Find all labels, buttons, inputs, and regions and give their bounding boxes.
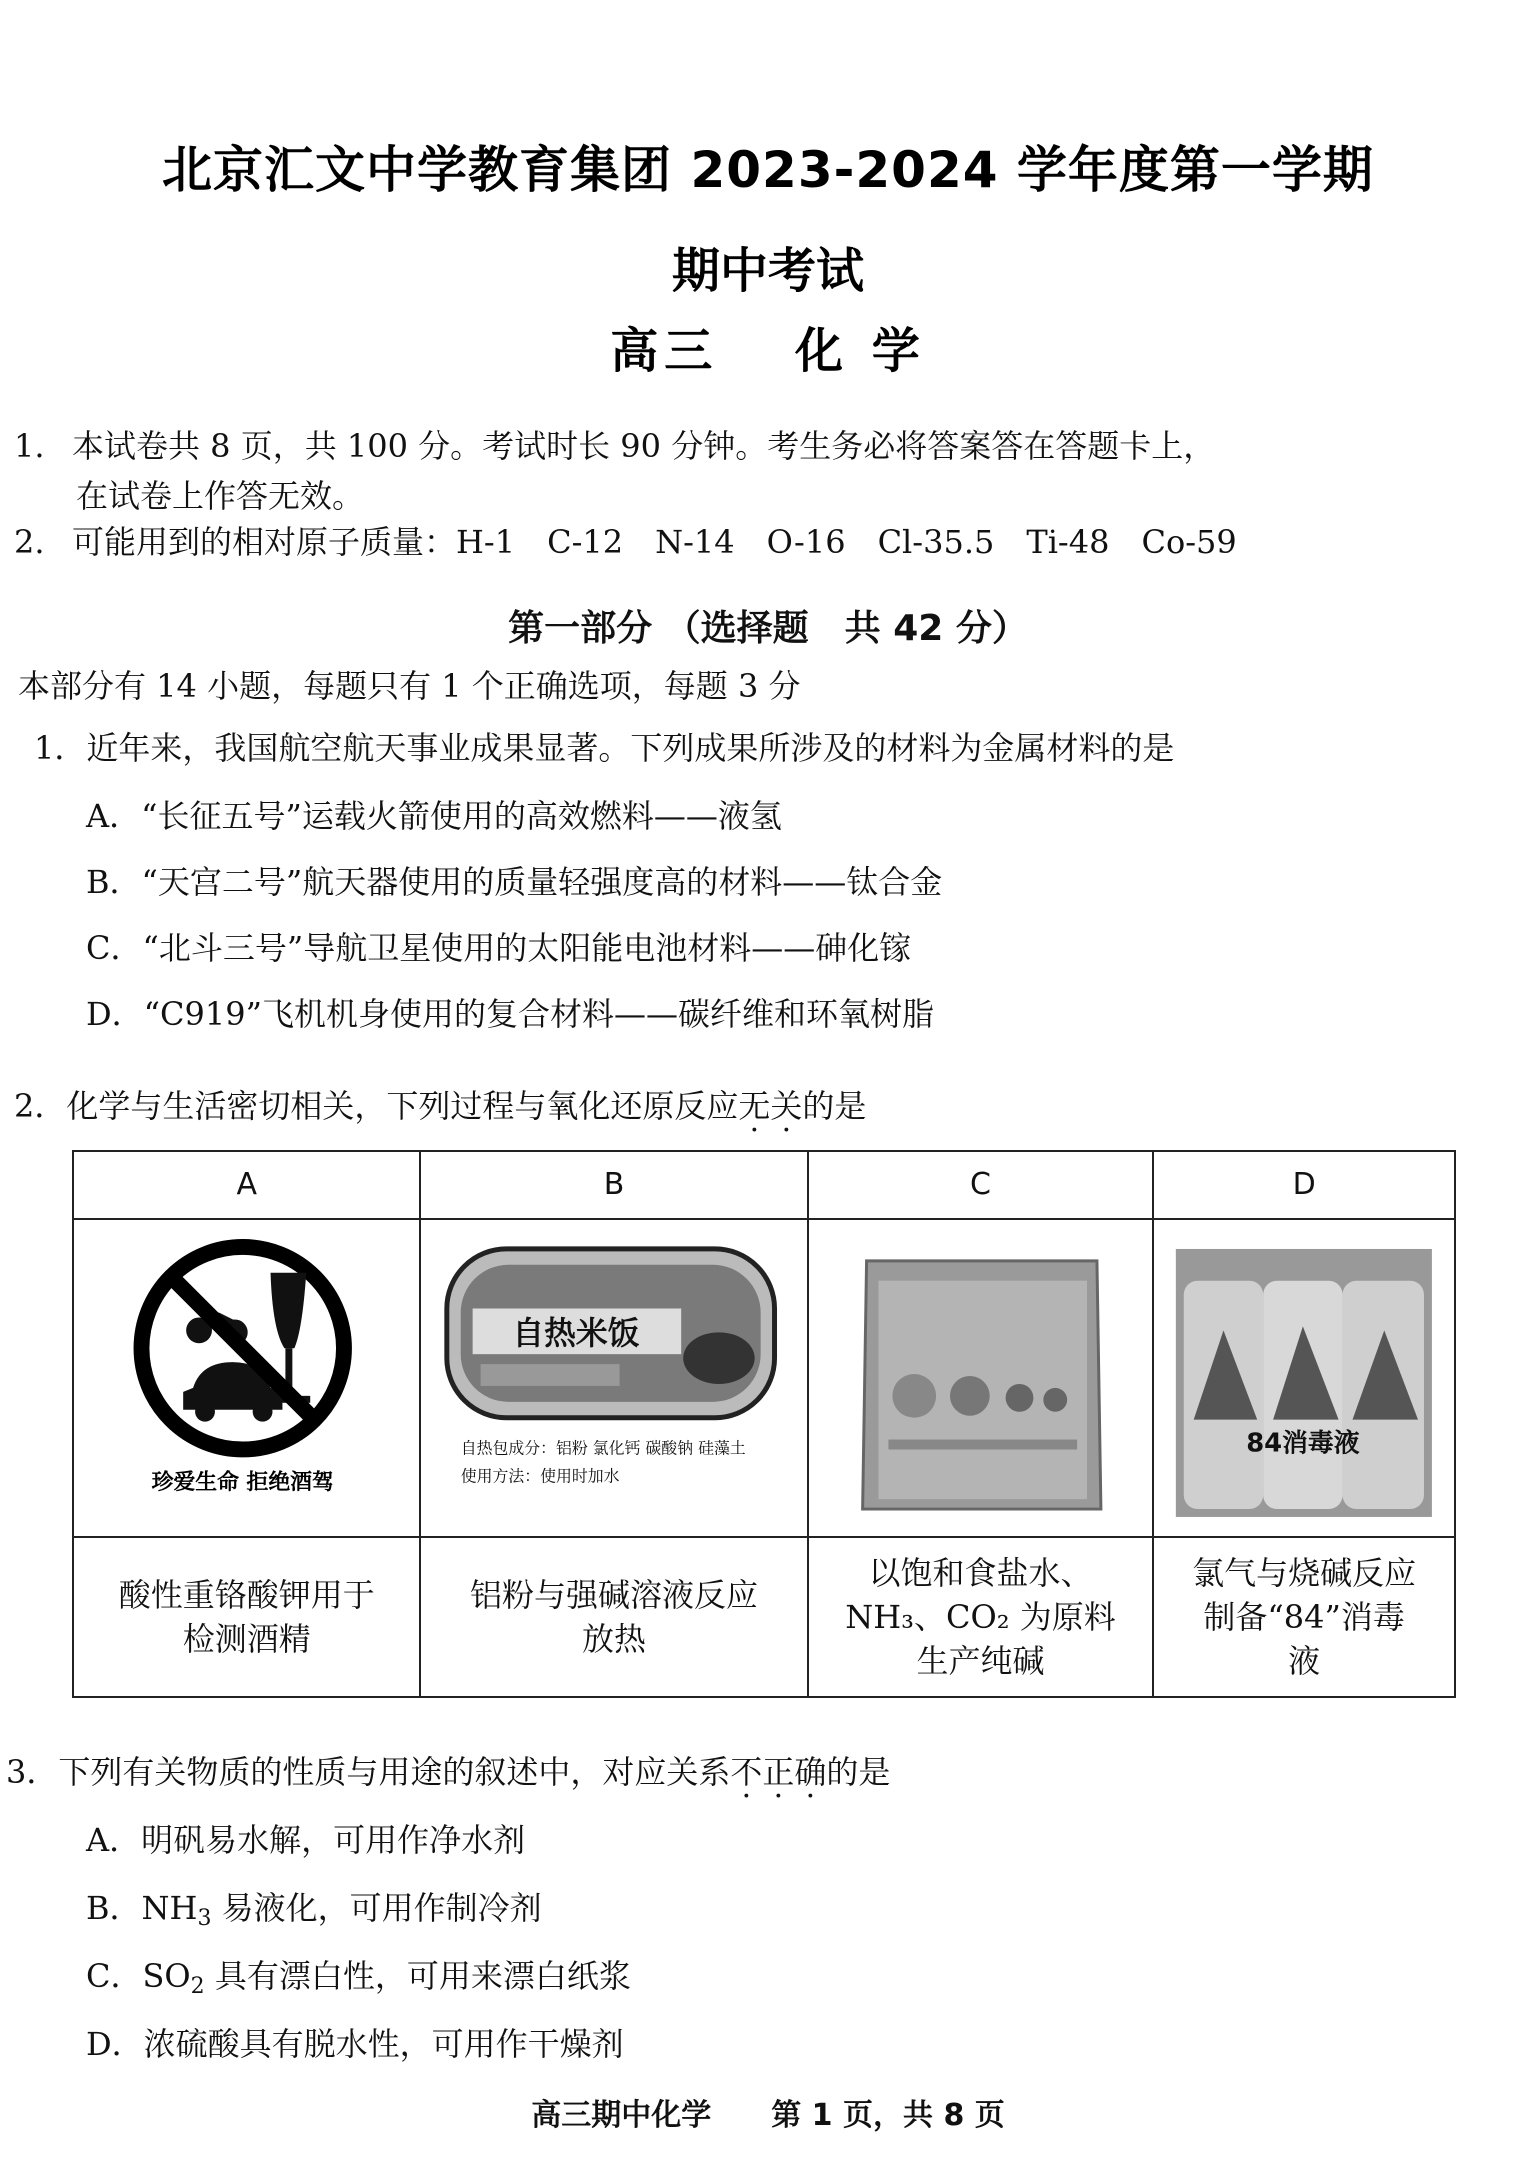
question-3-stem <box>6 1752 890 1792</box>
note-1-number: 1. <box>14 427 45 465</box>
option-c-pre: C．SO <box>86 1957 191 1995</box>
sign-caption: 珍爱生命 拒绝酒驾 <box>151 1470 334 1496</box>
table-header-c: C <box>808 1151 1154 1219</box>
bottle-label: 84消毒液 <box>1246 1428 1360 1459</box>
question-3-option-b <box>86 1888 542 1939</box>
question-3-option-d: D．浓硫酸具有脱水性，可用作干燥剂 <box>86 2025 624 2063</box>
question-1-option-b: B．“天宫二号”航天器使用的质量轻强度高的材料——钛合金 <box>86 863 943 901</box>
option-c-subscript: 2 <box>190 1974 205 1999</box>
question-1-option-a: A．“长征五号”运载火箭使用的高效燃料——液氢 <box>86 797 782 835</box>
section-title: 第一部分 （选择题 共 42 分） <box>508 608 1028 649</box>
note-2-text: 可能用到的相对原子质量：H-1 C-12 N-14 O-16 Cl-35.5 Ti-48 Co-59 <box>72 523 1237 561</box>
caption-c-line-2: NH₃、CO₂ 为原料 <box>845 1598 1116 1636</box>
salt-bag-image <box>809 1220 1153 1536</box>
caption-c-line-1: 以饱和食盐水、 <box>868 1554 1093 1592</box>
image-cell-b <box>420 1219 807 1537</box>
caption-d-line-3: 液 <box>1288 1642 1321 1680</box>
exam-title: 北京汇文中学教育集团 2023-2024 学年度第一学期 <box>162 141 1374 199</box>
question-2-stem <box>14 1086 866 1126</box>
note-1-text: 本试卷共 8 页，共 100 分。考试时长 90 分钟。考生务必将答案答在答题卡上， <box>72 427 1216 465</box>
note-2-number: 2. <box>14 523 45 561</box>
emphasis-char: 不 <box>730 1753 763 1791</box>
caption-a <box>73 1537 420 1697</box>
image-cell-a <box>73 1219 420 1537</box>
question-1-option-d: D．“C919”飞机机身使用的复合材料——碳纤维和环氧树脂 <box>86 995 934 1033</box>
option-b-post: 易液化，可用作制冷剂 <box>211 1889 542 1927</box>
bleach-bottles-image <box>1154 1220 1454 1536</box>
question-3-stem-post: 的是 <box>826 1753 891 1791</box>
question-3-option-c <box>86 1956 631 2007</box>
note-1-continued: 在试卷上作答无效。 <box>76 477 365 515</box>
caption-b-line-2: 放热 <box>582 1620 647 1658</box>
caption-d-line-2: 制备“84”消毒 <box>1203 1598 1405 1636</box>
option-c-post: 具有漂白性，可用来漂白纸浆 <box>204 1957 631 1995</box>
caption-b <box>420 1537 807 1697</box>
caption-a-line-1: 酸性重铬酸钾用于 <box>118 1576 375 1614</box>
package-label: 自热米饭 <box>512 1316 640 1353</box>
emphasis-char: 确 <box>794 1753 827 1791</box>
caption-c-line-3: 生产纯碱 <box>916 1642 1045 1680</box>
question-2-table <box>72 1150 1456 1698</box>
question-3-option-a: A．明矾易水解，可用作净水剂 <box>86 1821 526 1859</box>
self-heating-rice-package <box>421 1220 806 1536</box>
no-drunk-driving-sign <box>74 1220 419 1536</box>
package-ingredients: 自热包成分：铝粉 氯化钙 碳酸钠 硅藻土 <box>461 1438 747 1458</box>
question-1-stem: 1．近年来，我国航空航天事业成果显著。下列成果所涉及的材料为金属材料的是 <box>34 729 1175 767</box>
question-1-option-c: C．“北斗三号”导航卫星使用的太阳能电池材料——砷化镓 <box>86 929 912 967</box>
caption-b-line-1: 铝粉与强碱溶液反应 <box>470 1576 759 1614</box>
caption-a-line-2: 检测酒精 <box>182 1620 311 1658</box>
emphasis-char: 无 <box>738 1087 771 1125</box>
option-b-pre: B．NH <box>86 1889 198 1927</box>
emphasis-char: 正 <box>762 1753 795 1791</box>
option-b-subscript: 3 <box>197 1906 212 1931</box>
caption-c <box>808 1537 1154 1697</box>
image-cell-d <box>1153 1219 1455 1537</box>
table-header-b: B <box>420 1151 807 1219</box>
caption-d <box>1153 1537 1455 1697</box>
table-header-a: A <box>73 1151 420 1219</box>
emphasis-char: 关 <box>770 1087 803 1125</box>
question-2-stem-pre: 2．化学与生活密切相关，下列过程与氧化还原反应 <box>14 1087 739 1125</box>
page-footer: 高三期中化学 第 1 页，共 8 页 <box>531 2098 1005 2133</box>
exam-subject: 高三 化 学 <box>610 323 926 379</box>
table-header-d: D <box>1153 1151 1455 1219</box>
package-usage: 使用方法：使用时加水 <box>461 1466 620 1486</box>
question-2-stem-post: 的是 <box>802 1087 867 1125</box>
caption-d-line-1: 氯气与烧碱反应 <box>1192 1554 1417 1592</box>
image-cell-c <box>808 1219 1154 1537</box>
section-intro: 本部分有 14 小题，每题只有 1 个正确选项，每题 3 分 <box>18 667 801 705</box>
question-3-stem-pre: 3．下列有关物质的性质与用途的叙述中，对应关系 <box>6 1753 731 1791</box>
exam-subtitle: 期中考试 <box>671 243 864 299</box>
